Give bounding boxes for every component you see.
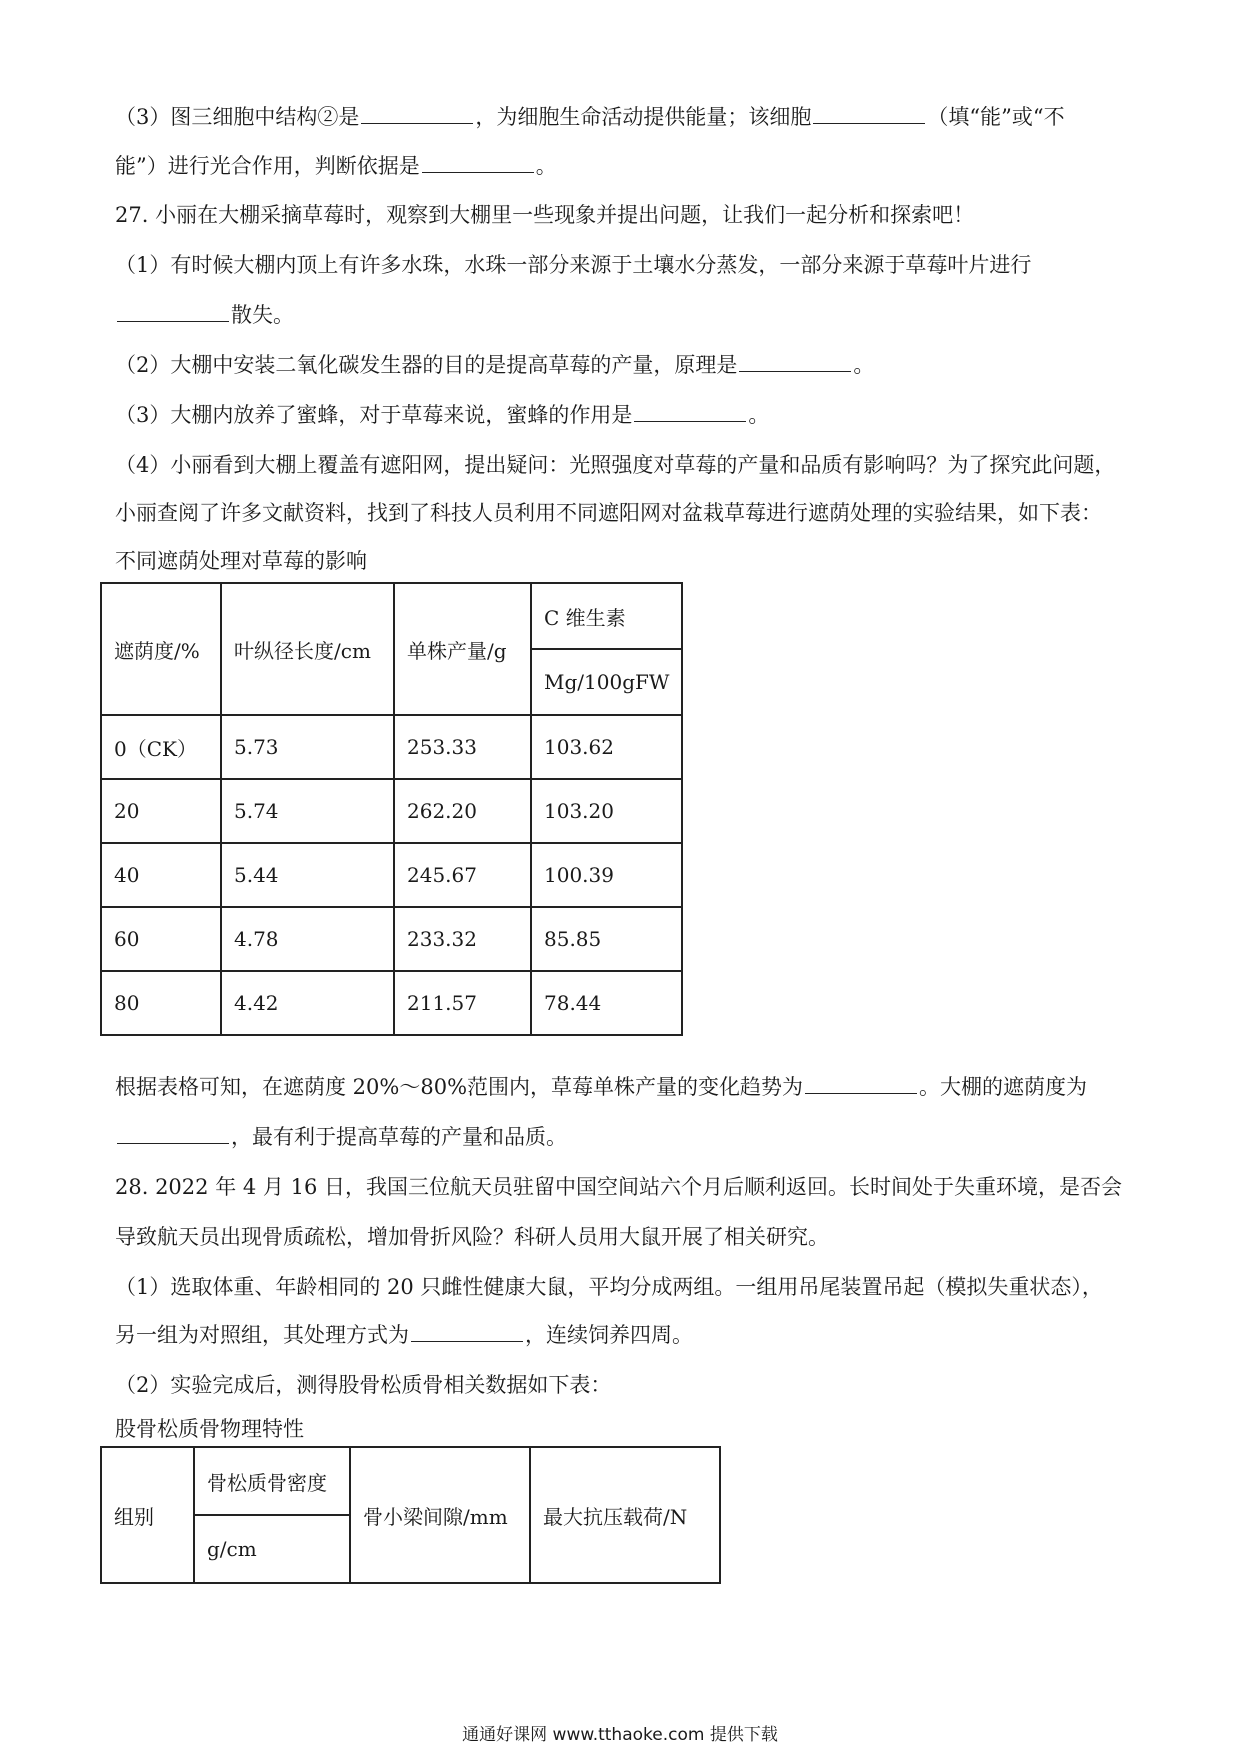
table-cell: 4.78 bbox=[221, 907, 394, 971]
q28-intro-line2: 导致航天员出现骨质疏松，增加骨折风险？科研人员用大鼠开展了相关研究。 bbox=[115, 1225, 829, 1249]
q28-1-line2: 另一组为对照组，其处理方式为 ，连续饲养四周。 bbox=[115, 1323, 693, 1347]
table-cell: 80 bbox=[101, 971, 221, 1035]
table-cell: 20 bbox=[101, 779, 221, 843]
table2-title: 股骨松质骨物理特性 bbox=[115, 1417, 304, 1441]
footer-credit: 通通好课网 www.tthaoke.com 提供下载 bbox=[462, 1725, 778, 1745]
table-cell: 253.33 bbox=[394, 715, 531, 779]
q27-3: （3）大棚内放养了蜜蜂，对于草莓来说，蜜蜂的作用是 。 bbox=[115, 403, 770, 427]
table-header: 叶纵径长度/cm bbox=[221, 583, 394, 715]
table-cell: 262.20 bbox=[394, 779, 531, 843]
table-row bbox=[101, 779, 682, 843]
table-cell: 60 bbox=[101, 907, 221, 971]
q27-intro: 27. 小丽在大棚采摘草莓时，观察到大棚里一些现象并提出问题，让我们一起分析和探索吧！ bbox=[115, 203, 975, 227]
table-cell: 40 bbox=[101, 843, 221, 907]
table-cell: 5.44 bbox=[221, 843, 394, 907]
answer-blank[interactable] bbox=[805, 1073, 917, 1094]
q27-4-line2: 小丽查阅了许多文献资料，找到了科技人员利用不同遮阳网对盆栽草莓进行遮荫处理的实验结果，如下表： bbox=[115, 501, 1102, 525]
bone-table bbox=[100, 1446, 721, 1584]
q27-1-line2: 散失。 bbox=[115, 300, 294, 330]
q26-3-line1: （3）图三细胞中结构②是 ，为细胞生命活动提供能量；该细胞 （填“能”或“不 bbox=[115, 105, 1065, 129]
q26-3-line2: 能”）进行光合作用，判断依据是 。 bbox=[115, 154, 557, 178]
table-header: 遮荫度/% bbox=[101, 583, 221, 715]
answer-blank[interactable] bbox=[117, 1123, 229, 1144]
table-cell: 245.67 bbox=[394, 843, 531, 907]
table-row bbox=[101, 971, 682, 1035]
answer-blank[interactable] bbox=[411, 1321, 523, 1342]
table-row bbox=[101, 715, 682, 779]
table-cell: 5.73 bbox=[221, 715, 394, 779]
table-row bbox=[101, 907, 682, 971]
q28-1-line1: （1）选取体重、年龄相同的 20 只雌性健康大鼠，平均分成两组。一组用吊尾装置吊起（模拟失重状态）， bbox=[115, 1275, 1103, 1299]
table-header: C 维生素 bbox=[531, 583, 682, 649]
q28-intro-line1: 28. 2022 年 4 月 16 日，我国三位航天员驻留中国空间站六个月后顺利返回。长时间处于失重环境，是否会 bbox=[115, 1175, 1122, 1199]
answer-blank[interactable] bbox=[117, 301, 229, 322]
table-cell: 5.74 bbox=[221, 779, 394, 843]
table-header: 最大抗压载荷/N bbox=[530, 1447, 720, 1583]
table-cell: 78.44 bbox=[531, 971, 682, 1035]
answer-blank[interactable] bbox=[739, 351, 851, 372]
q27-1-line1: （1）有时候大棚内顶上有许多水珠，水珠一部分来源于土壤水分蒸发，一部分来源于草莓叶片进行 bbox=[115, 253, 1032, 277]
answer-blank[interactable] bbox=[813, 103, 925, 124]
q27-conclusion-line1: 根据表格可知，在遮荫度 20%～80%范围内，草莓单株产量的变化趋势为 。大棚的遮荫度为 bbox=[115, 1075, 1088, 1099]
table-cell: 211.57 bbox=[394, 971, 531, 1035]
table-header: Mg/100gFW bbox=[531, 649, 682, 715]
table-cell: 103.20 bbox=[531, 779, 682, 843]
table-header: 骨小梁间隙/mm bbox=[350, 1447, 530, 1583]
table-cell: 233.32 bbox=[394, 907, 531, 971]
table-row bbox=[101, 843, 682, 907]
table-header: 骨松质骨密度 bbox=[194, 1447, 350, 1515]
table-header: 单株产量/g bbox=[394, 583, 531, 715]
table-cell: 100.39 bbox=[531, 843, 682, 907]
q27-4-line1: （4）小丽看到大棚上覆盖有遮阳网，提出疑问：光照强度对草莓的产量和品质有影响吗？为了探究此问题， bbox=[115, 453, 1116, 477]
table-cell: 0（CK） bbox=[101, 715, 221, 779]
table-header: g/cm bbox=[194, 1515, 350, 1583]
table1-title: 不同遮荫处理对草莓的影响 bbox=[115, 549, 367, 573]
table-cell: 4.42 bbox=[221, 971, 394, 1035]
table-cell: 103.62 bbox=[531, 715, 682, 779]
table-cell: 85.85 bbox=[531, 907, 682, 971]
q27-conclusion-line2: ，最有利于提高草莓的产量和品质。 bbox=[115, 1122, 567, 1152]
answer-blank[interactable] bbox=[361, 103, 473, 124]
answer-blank[interactable] bbox=[634, 401, 746, 422]
q27-2: （2）大棚中安装二氧化碳发生器的目的是提高草莓的产量，原理是 。 bbox=[115, 353, 875, 377]
table-header: 组别 bbox=[101, 1447, 194, 1583]
shading-table bbox=[100, 582, 683, 1036]
q28-2: （2）实验完成后，测得股骨松质骨相关数据如下表： bbox=[115, 1373, 612, 1397]
answer-blank[interactable] bbox=[422, 152, 534, 173]
